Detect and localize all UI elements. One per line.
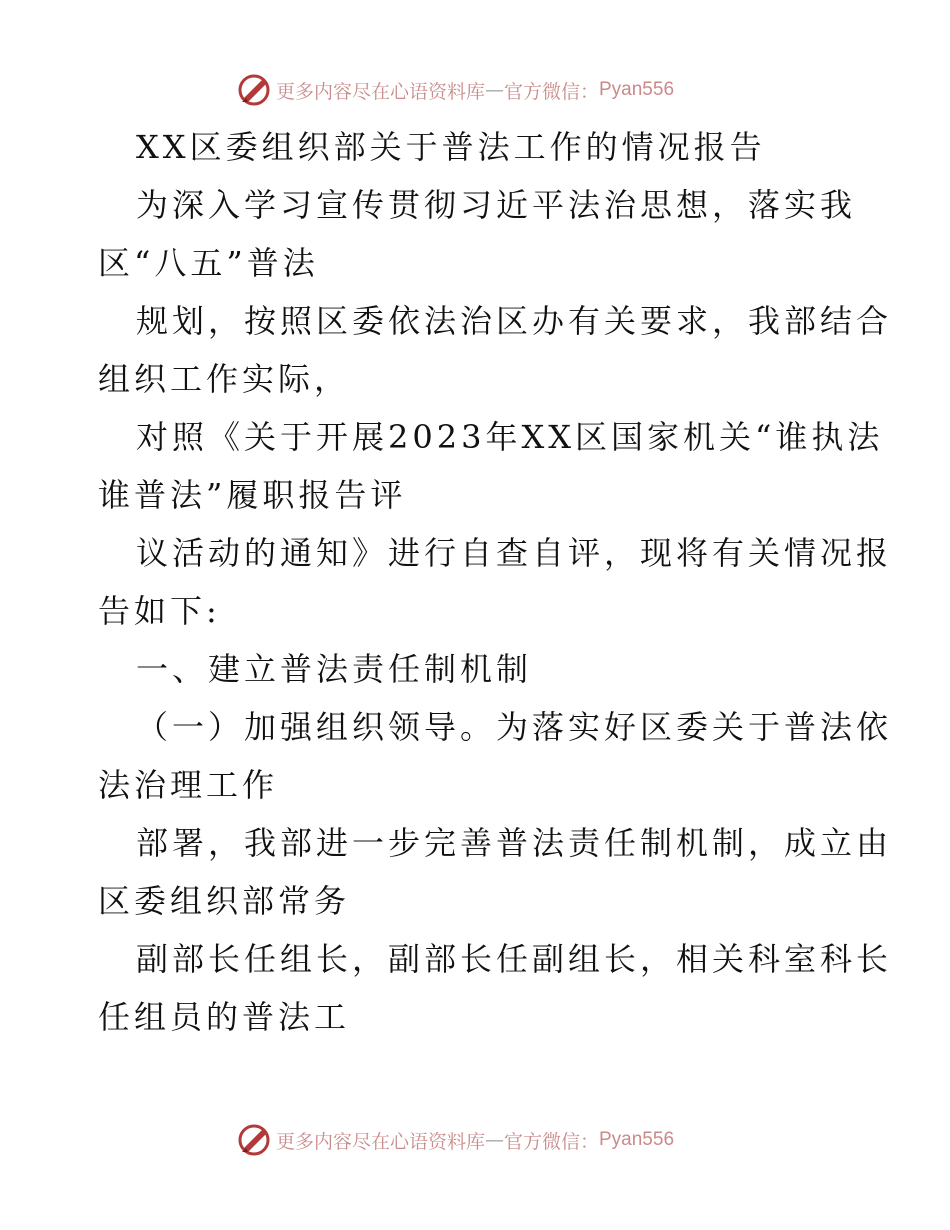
paragraph-line: 任组员的普法工 [98,998,351,1036]
paragraph-line: 谁普法”履职报告评 [98,476,407,514]
watermark-account: Pyan556 [599,79,675,100]
paragraph-line: 区“八五”普法 [98,244,319,282]
paragraph-line: （一）加强组织领导。为落实好区委关于普法依 [136,708,893,746]
paragraph-line: 规划，按照区委依法治区办有关要求，我部结合 [136,302,893,340]
watermark-text: 更多内容尽在心语资料库 [275,1130,485,1153]
paragraph-line: 副部长任组长，副部长任副组长，相关科室科长 [136,940,893,978]
paragraph-line: 组织工作实际， [98,360,351,398]
watermark-header [0,70,950,110]
watermark-account: Pyan556 [599,1129,675,1150]
pen-logo-icon [236,1122,272,1158]
watermark-footer [0,1120,950,1160]
watermark-separator: — [484,1129,504,1151]
paragraph-line: 对照《关于开展2023年XX区国家机关“谁执法 [136,418,884,456]
paragraph-line: 为深入学习宣传贯彻习近平法治思想，落实我 [136,186,857,224]
document-title: XX区委组织部关于普法工作的情况报告 [136,128,766,166]
paragraph-line: 法治理工作 [98,766,279,804]
paragraph-line: 告如下: [98,592,221,630]
pen-logo-icon [236,72,272,108]
paragraph-line: 部署，我部进一步完善普法责任制机制，成立由 [136,824,893,862]
paragraph-line: 区委组织部常务 [98,882,351,920]
watermark-separator: — [484,79,504,101]
paragraph-line: 议活动的通知》进行自查自评，现将有关情况报 [136,534,893,572]
watermark-text: 更多内容尽在心语资料库 [275,80,485,103]
watermark-official-label: 官方微信： [503,1130,599,1153]
watermark-official-label: 官方微信： [503,80,599,103]
section-heading: 一、建立普法责任制机制 [136,650,533,688]
